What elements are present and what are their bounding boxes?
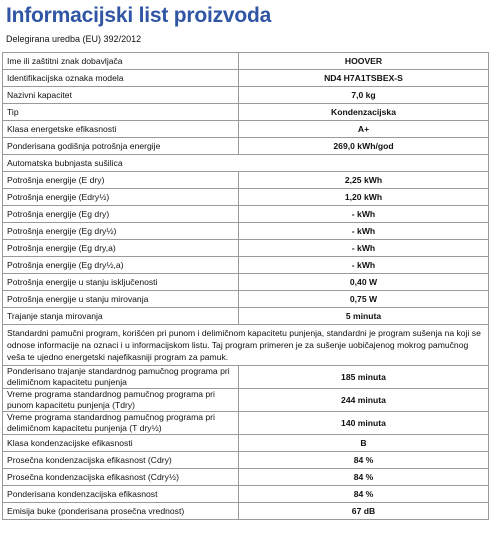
row-value: HOOVER: [239, 53, 489, 70]
row-value: - kWh: [239, 257, 489, 274]
row-label: Nazivni kapacitet: [3, 87, 239, 104]
table-row: [3, 104, 489, 121]
row-label: Potrošnja energije u stanju mirovanja: [3, 291, 239, 308]
row-label: Ponderisano trajanje standardnog pamučnog programa pri delimičnom kapacitetu punjenja: [3, 366, 239, 389]
table-row: [3, 189, 489, 206]
row-value: Kondenzacijska: [239, 104, 489, 121]
row-label: Klasa energetske efikasnosti: [3, 121, 239, 138]
row-label: Potrošnja energije (Eg dry½): [3, 223, 239, 240]
row-label: Tip: [3, 104, 239, 121]
table-row: [3, 366, 489, 389]
row-value: - kWh: [239, 206, 489, 223]
table-row: [3, 389, 489, 412]
row-value: 67 dB: [239, 503, 489, 520]
row-value: 269,0 kWh/god: [239, 138, 489, 155]
row-label: Trajanje stanja mirovanja: [3, 308, 239, 325]
page-title: Informacijski list proizvoda: [6, 4, 272, 27]
table-row: [3, 503, 489, 520]
row-value: 185 minuta: [239, 366, 489, 389]
row-value: - kWh: [239, 223, 489, 240]
section-row: [3, 155, 489, 172]
row-label: Potrošnja energije u stanju isključenosti: [3, 274, 239, 291]
row-value: - kWh: [239, 240, 489, 257]
row-label: Vreme programa standardnog pamučnog programa pri delimičnom kapacitetu punjenja (T dry½): [3, 412, 239, 435]
table-row: [3, 469, 489, 486]
table-row: [3, 172, 489, 189]
table-row: [3, 223, 489, 240]
row-value: ND4 H7A1TSBEX-S: [239, 70, 489, 87]
row-value: 7,0 kg: [239, 87, 489, 104]
row-value: 0,40 W: [239, 274, 489, 291]
table-row: [3, 274, 489, 291]
row-value: 84 %: [239, 469, 489, 486]
table-row: [3, 87, 489, 104]
row-label: Vreme programa standardnog pamučnog programa pri punom kapacitetu punjenja (Tdry): [3, 389, 239, 412]
note-row: [3, 325, 489, 366]
row-label: Prosečna kondenzacijska efikasnost (Cdry): [3, 452, 239, 469]
row-value: 0,75 W: [239, 291, 489, 308]
row-label: Potrošnja energije (E dry): [3, 172, 239, 189]
row-label: Potrošnja energije (Eg dry): [3, 206, 239, 223]
row-value: B: [239, 435, 489, 452]
row-label: Ime ili zaštitni znak dobavljača: [3, 53, 239, 70]
row-label: Klasa kondenzacijske efikasnosti: [3, 435, 239, 452]
table-row: [3, 435, 489, 452]
row-value: 1,20 kWh: [239, 189, 489, 206]
row-label: Emisija buke (ponderisana prosečna vrednost): [3, 503, 239, 520]
row-label: Ponderisana godišnja potrošnja energije: [3, 138, 239, 155]
table-row: [3, 206, 489, 223]
table-row: [3, 257, 489, 274]
row-value: 5 minuta: [239, 308, 489, 325]
table-row: [3, 291, 489, 308]
standard-program-note: Standardni pamučni program, korišćen pri punom i delimičnom kapacitetu punjenja, standardni je program sušenja na koji se odnose informacije na oznaci i u informacijskom listu. Taj program primeren je za sušenje uobičajenog mokrog pamučnog veša te ujedno energetski najefikasniji program za pamuk.: [3, 325, 489, 366]
row-value: 84 %: [239, 452, 489, 469]
section-label: Automatska bubnjasta sušilica: [3, 155, 489, 172]
spec-table: [2, 52, 489, 520]
row-value: A+: [239, 121, 489, 138]
row-label: Ponderisana kondenzacijska efikasnost: [3, 486, 239, 503]
row-label: Potrošnja energije (Edry½): [3, 189, 239, 206]
table-row: [3, 412, 489, 435]
row-value: 140 minuta: [239, 412, 489, 435]
table-row: [3, 240, 489, 257]
table-row: [3, 486, 489, 503]
table-row: [3, 53, 489, 70]
regulation-reference: Delegirana uredba (EU) 392/2012: [6, 34, 142, 44]
row-label: Identifikacijska oznaka modela: [3, 70, 239, 87]
row-value: 244 minuta: [239, 389, 489, 412]
table-row: [3, 70, 489, 87]
table-row: [3, 138, 489, 155]
row-label: Potrošnja energije (Eg dry½,a): [3, 257, 239, 274]
row-label: Potrošnja energije (Eg dry,a): [3, 240, 239, 257]
row-value: 2,25 kWh: [239, 172, 489, 189]
row-label: Prosečna kondenzacijska efikasnost (Cdry½): [3, 469, 239, 486]
row-value: 84 %: [239, 486, 489, 503]
table-row: [3, 452, 489, 469]
table-row: [3, 121, 489, 138]
table-row: [3, 308, 489, 325]
